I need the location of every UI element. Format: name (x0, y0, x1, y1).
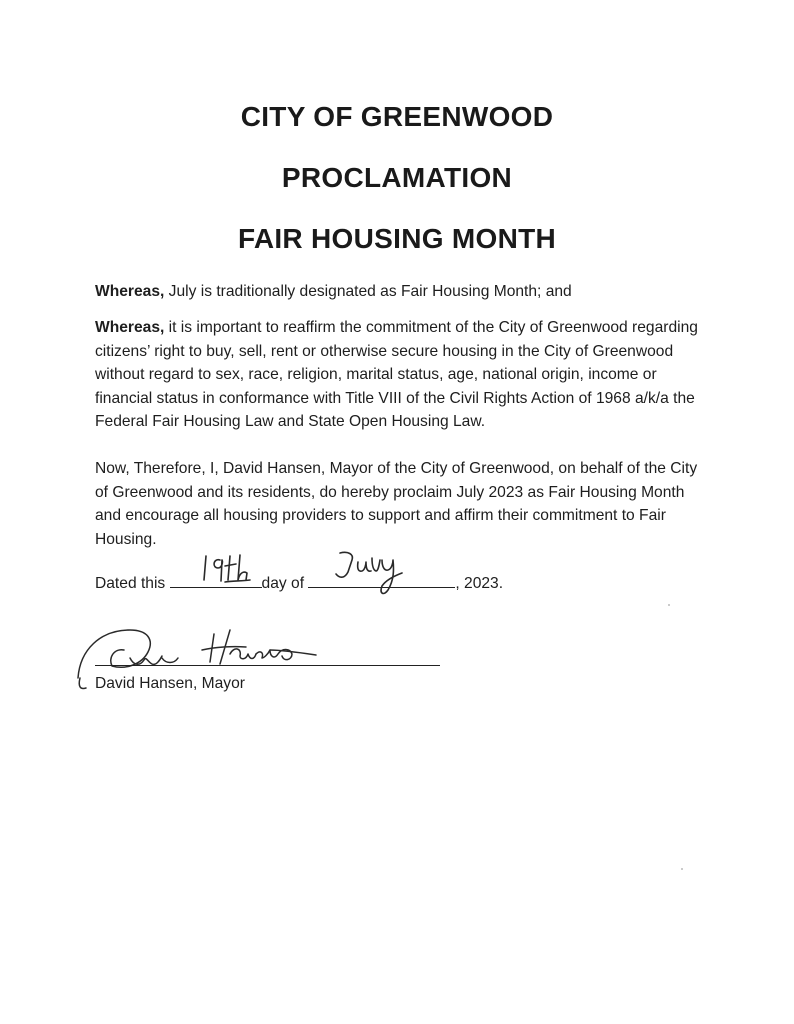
dated-middle: day of (261, 575, 309, 592)
whereas-paragraph-1 (95, 280, 705, 304)
mayor-name-title: David Hansen, Mayor (95, 675, 245, 692)
day-handwriting (170, 550, 262, 590)
city-title: CITY OF GREENWOOD (240, 101, 554, 132)
document-type-title: PROCLAMATION (281, 162, 513, 193)
scan-speck (668, 604, 670, 606)
month-blank (308, 570, 455, 588)
whereas-text-1: July is traditionally designated as Fair Housing Month; and (164, 283, 572, 300)
signature-line (95, 665, 440, 666)
proclamation-subject-title: FAIR HOUSING MONTH (237, 223, 557, 254)
dated-suffix: , 2023. (455, 575, 504, 592)
whereas-paragraph-2 (95, 316, 705, 434)
month-handwriting (308, 550, 455, 610)
day-blank (170, 570, 262, 588)
scan-speck (681, 868, 683, 870)
whereas-lead-2: Whereas, (95, 319, 165, 336)
whereas-lead-1: Whereas, (95, 283, 165, 300)
dated-line (95, 570, 503, 593)
whereas-text-2: it is important to reaffirm the commitment of the City of Greenwood regarding citizens’ right to buy, sell, rent or otherwise secure housing in the City of Greenwood without regard to sex, race, religion, marital status, age, national origin, income or financial status in conformance with Title VIII of the Civil Rights Action of 1968 a/k/a the Federal Fair Housing Law and State Open Housing Law. (95, 319, 698, 430)
dated-prefix: Dated this (95, 575, 170, 592)
therefore-paragraph: Now, Therefore, I, David Hansen, Mayor of the City of Greenwood, on behalf of the City of Greenwood and its residents, do hereby proclaim July 2023 as Fair Housing Month and encourage all housing providers to support and affirm their commitment to Fair Housing. (95, 460, 698, 548)
